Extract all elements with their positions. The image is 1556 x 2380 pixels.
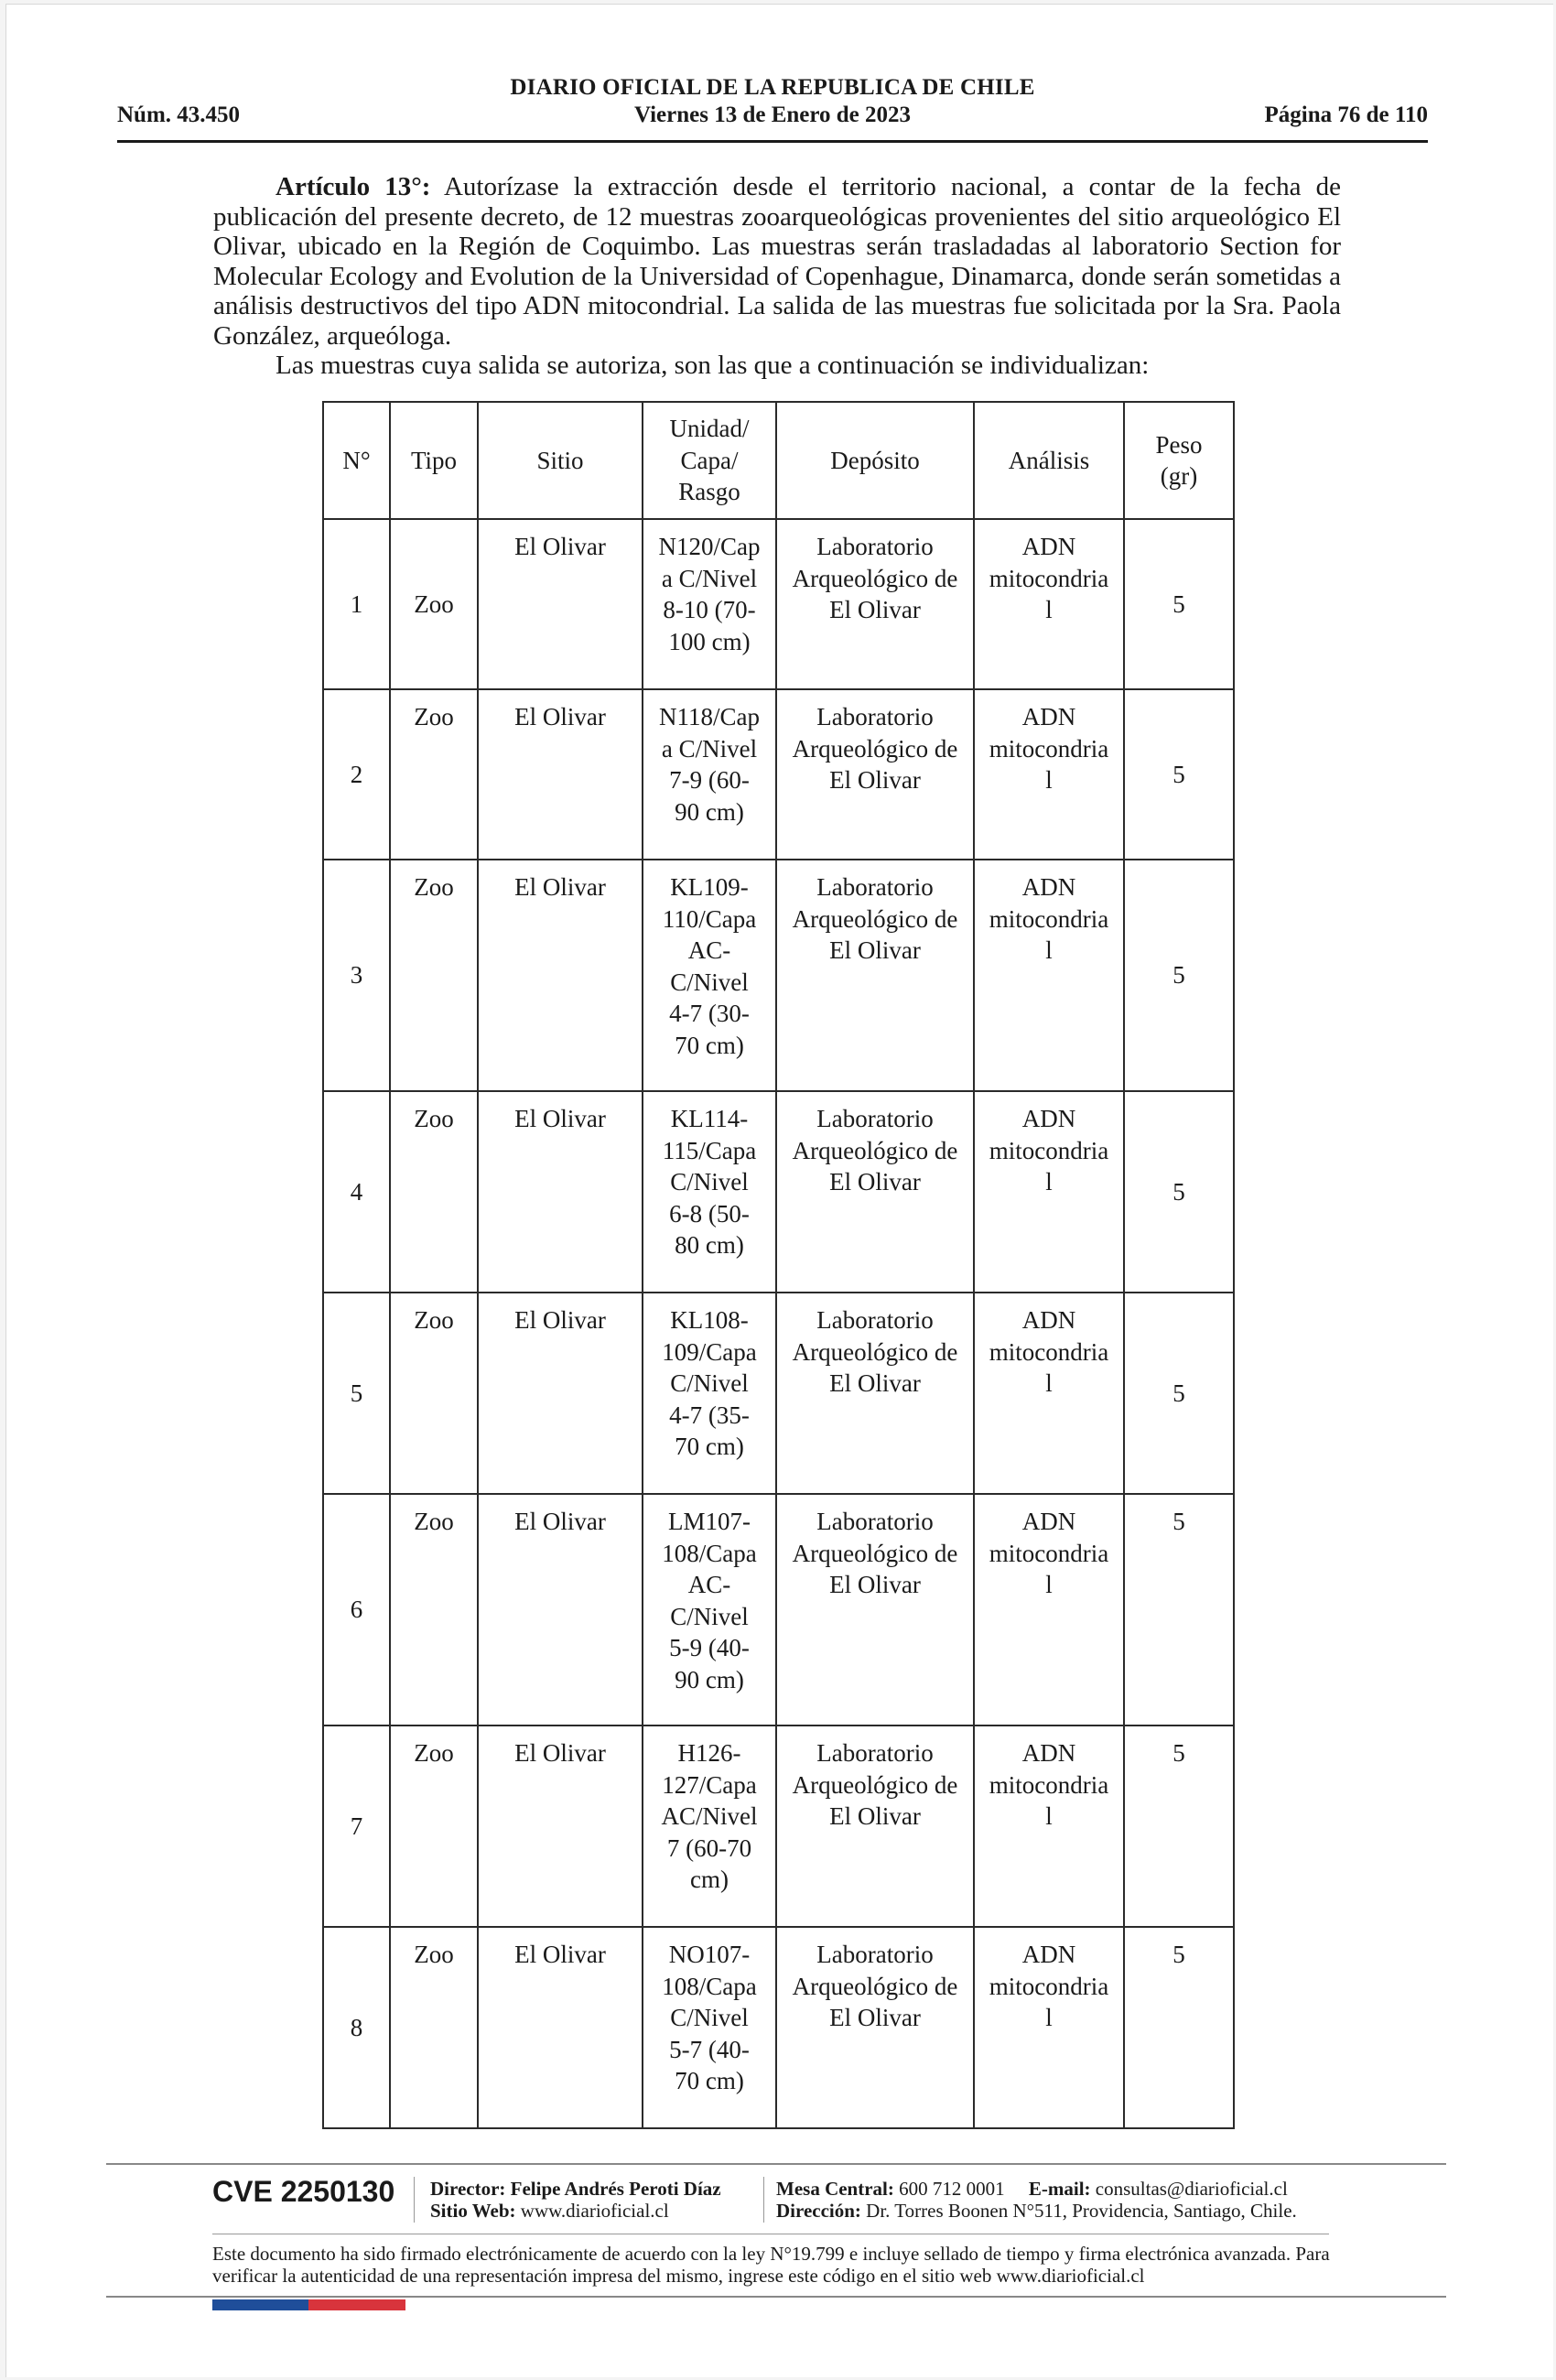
cell-line: ADN <box>1021 1508 1076 1535</box>
cell-n: 7 <box>323 1726 390 1927</box>
cell-line: AC- <box>687 1571 731 1598</box>
cell-line: a C/Nivel <box>661 564 758 592</box>
article-paragraph-2: Las muestras cuya salida se autoriza, son las que a continuación se individualizan: <box>276 351 1150 380</box>
cell-deposito <box>776 1494 974 1726</box>
cell-line: Laboratorio <box>816 873 934 901</box>
cell-unidad <box>643 1726 776 1927</box>
cell-n: 4 <box>323 1091 390 1293</box>
cell-n: 8 <box>323 1927 390 2128</box>
website-link[interactable]: www.diarioficial.cl <box>520 2200 669 2222</box>
cell-sitio: El Olivar <box>478 1293 643 1494</box>
cell-line: 7-9 (60- <box>669 766 750 794</box>
cell-analisis <box>974 1091 1124 1293</box>
cell-peso: 5 <box>1124 1927 1234 2128</box>
cell-peso: 5 <box>1124 1494 1234 1726</box>
cell-line: C/Nivel <box>670 968 749 996</box>
cell-peso: 5 <box>1124 689 1234 860</box>
cell-n: 2 <box>323 689 390 860</box>
cell-sitio: El Olivar <box>478 1927 643 2128</box>
cell-sitio: El Olivar <box>478 1494 643 1726</box>
issue-number: Núm. 43.450 <box>117 103 241 127</box>
cell-deposito <box>776 1293 974 1494</box>
cell-tipo: Zoo <box>390 519 478 689</box>
cell-line: ADN <box>1021 1941 1076 1968</box>
cell-deposito <box>776 1726 974 1927</box>
cell-line: Arqueológico de <box>792 734 958 763</box>
cell-peso: 5 <box>1124 1726 1234 1927</box>
cell-peso: 5 <box>1124 1293 1234 1494</box>
address-label: Dirección: <box>776 2200 861 2222</box>
cell-line: LM107- <box>668 1508 751 1535</box>
cell-line: 110/Capa <box>662 904 757 933</box>
cell-sitio: El Olivar <box>478 1726 643 1927</box>
director-label: Director: <box>430 2178 506 2200</box>
col-header-deposito: Depósito <box>776 402 974 519</box>
cell-line: 90 cm) <box>675 797 744 826</box>
cell-line: N118/Cap <box>659 703 760 730</box>
footer-divider-top <box>106 2163 1446 2165</box>
cell-line: Laboratorio <box>816 533 934 560</box>
cell-unidad <box>643 860 776 1091</box>
cell-line: 109/Capa <box>662 1337 757 1366</box>
cell-line: KL114- <box>670 1105 749 1132</box>
cell-line: 108/Capa <box>662 1972 757 2000</box>
cell-line: 127/Capa <box>662 1770 757 1799</box>
cell-tipo: Zoo <box>390 689 478 860</box>
cell-line: El Olivar <box>829 1168 921 1195</box>
col-header-unidad <box>643 402 776 519</box>
cell-analisis <box>974 1726 1124 1927</box>
col-header-n: N° <box>323 402 390 519</box>
cell-sitio: El Olivar <box>478 519 643 689</box>
cell-line: El Olivar <box>829 596 921 623</box>
cell-line: 80 cm) <box>675 1231 744 1259</box>
cell-line: l <box>1045 766 1053 794</box>
footer-contact-block <box>776 2178 1297 2222</box>
cell-line: Laboratorio <box>816 1105 934 1132</box>
cell-line: El Olivar <box>829 1369 921 1397</box>
cell-n: 6 <box>323 1494 390 1726</box>
header-row <box>117 103 1428 132</box>
cell-line: Laboratorio <box>816 703 934 730</box>
cell-line: H126- <box>677 1739 741 1767</box>
cell-deposito <box>776 519 974 689</box>
legal-notice: Este documento ha sido firmado electrónicamente de acuerdo con la ley N°19.799 e incluye sellado de tiempo y firma electrónica avanzada. Para verificar la autenticidad de una representación impresa del mismo, ingrese este código en el sitio web www.diarioficial.cl <box>212 2243 1330 2287</box>
cell-unidad <box>643 1091 776 1293</box>
footer-separator <box>414 2177 415 2223</box>
cell-unidad <box>643 1293 776 1494</box>
cell-tipo: Zoo <box>390 1927 478 2128</box>
table-row <box>323 519 1234 689</box>
email-link[interactable]: consultas@diarioficial.cl <box>1095 2178 1288 2200</box>
header-line: Capa/ <box>680 446 739 474</box>
issue-date: Viernes 13 de Enero de 2023 <box>633 103 912 127</box>
cell-n: 3 <box>323 860 390 1091</box>
cell-line: Arqueológico de <box>792 1972 958 2000</box>
cell-line: El Olivar <box>829 1571 921 1598</box>
cell-deposito <box>776 860 974 1091</box>
cell-line: C/Nivel <box>670 1369 749 1397</box>
cell-line: ADN <box>1021 1306 1076 1334</box>
cell-analisis <box>974 519 1124 689</box>
cell-line: l <box>1045 1802 1053 1830</box>
cell-line: mitocondria <box>989 904 1109 933</box>
flag-stripe-red <box>308 2299 405 2310</box>
cell-unidad <box>643 1494 776 1726</box>
cell-line: C/Nivel <box>670 2004 749 2031</box>
cell-line: l <box>1045 1571 1053 1598</box>
cve-code: CVE 2250130 <box>212 2175 395 2208</box>
cell-line: 90 cm) <box>675 1665 744 1693</box>
cell-line: C/Nivel <box>670 1602 749 1630</box>
cell-line: Arqueológico de <box>792 564 958 592</box>
cell-sitio: El Olivar <box>478 860 643 1091</box>
cell-tipo: Zoo <box>390 1726 478 1927</box>
col-header-sitio: Sitio <box>478 402 643 519</box>
page-number: Página 76 de 110 <box>1264 103 1428 127</box>
cell-line: ADN <box>1021 533 1076 560</box>
cell-line: El Olivar <box>829 936 921 964</box>
cell-line: 70 cm) <box>675 1433 744 1460</box>
cell-line: Arqueológico de <box>792 1136 958 1164</box>
cell-analisis <box>974 1494 1124 1726</box>
cell-line: 6-8 (50- <box>669 1199 750 1228</box>
flag-stripe-blue <box>212 2299 308 2310</box>
cell-analisis <box>974 689 1124 860</box>
cell-line: Laboratorio <box>816 1941 934 1968</box>
cell-line: l <box>1045 1168 1053 1195</box>
cell-line: mitocondria <box>989 734 1109 763</box>
cell-tipo: Zoo <box>390 860 478 1091</box>
website-label: Sitio Web: <box>430 2200 516 2222</box>
cell-unidad <box>643 689 776 860</box>
cell-deposito <box>776 1091 974 1293</box>
cell-line: 7 (60-70 <box>666 1834 752 1862</box>
col-header-peso <box>1124 402 1234 519</box>
mesa-phone: 600 712 0001 <box>899 2178 1005 2200</box>
cell-line: 108/Capa <box>662 1539 757 1567</box>
cell-deposito <box>776 1927 974 2128</box>
cell-line: C/Nivel <box>670 1168 749 1195</box>
cell-sitio: El Olivar <box>478 1091 643 1293</box>
cell-line: Arqueológico de <box>792 1770 958 1799</box>
header-line: Unidad/ <box>669 415 750 443</box>
cell-line: l <box>1045 1369 1053 1397</box>
cell-line: NO107- <box>668 1941 751 1968</box>
cell-line: 115/Capa <box>662 1136 757 1164</box>
cell-line: 4-7 (35- <box>669 1401 750 1429</box>
table-row <box>323 1494 1234 1726</box>
cell-line: 4-7 (30- <box>669 1000 750 1027</box>
footer-divider-bottom <box>106 2296 1446 2298</box>
header-divider <box>117 140 1428 143</box>
cell-line: mitocondria <box>989 564 1109 592</box>
cell-n: 1 <box>323 519 390 689</box>
cell-line: Arqueológico de <box>792 1337 958 1366</box>
cell-line: AC/Nivel <box>661 1802 758 1830</box>
table-row <box>323 1293 1234 1494</box>
cell-line: mitocondria <box>989 1539 1109 1567</box>
table-header-row <box>323 402 1234 519</box>
cell-line: Laboratorio <box>816 1508 934 1535</box>
footer-separator <box>763 2177 764 2223</box>
cell-line: ADN <box>1021 873 1076 901</box>
header-line: Rasgo <box>678 478 740 506</box>
address-text: Dr. Torres Boonen N°511, Providencia, Santiago, Chile. <box>866 2200 1297 2222</box>
cell-line: mitocondria <box>989 1770 1109 1799</box>
table-row <box>323 860 1234 1091</box>
cell-line: cm) <box>690 1866 729 1893</box>
cell-deposito <box>776 689 974 860</box>
email-label: E-mail: <box>1028 2178 1091 2200</box>
cell-analisis <box>974 1293 1124 1494</box>
cell-line: 70 cm) <box>675 2067 744 2094</box>
cell-line: l <box>1045 596 1053 623</box>
cell-line: El Olivar <box>829 1802 921 1830</box>
cell-unidad <box>643 519 776 689</box>
article-paragraph-1 <box>213 172 1341 351</box>
cell-line: KL109- <box>670 873 749 901</box>
cell-line: N120/Cap <box>658 533 761 560</box>
cell-line: 100 cm) <box>668 627 751 655</box>
header-line: Peso <box>1155 430 1203 459</box>
table-row <box>323 1091 1234 1293</box>
cell-line: KL108- <box>670 1306 749 1334</box>
cell-line: a C/Nivel <box>661 734 758 763</box>
cell-line: Arqueológico de <box>792 904 958 933</box>
cell-peso: 5 <box>1124 519 1234 689</box>
article-text: Autorízase la extracción desde el territorio nacional, a contar de la fecha de publicación del presente decreto, de 12 muestras zooarqueológicas provenientes del sitio arqueológico El Olivar, ubicado en la Región de Coquimbo. Las muestras serán trasladadas al laboratorio Section for Molecular Ecology and Evolution de la Universidad of Copenhague, Dinamarca, donde serán sometidas a análisis destructivos del tipo ADN mitocondrial. La salida de las muestras fue solicitada por la Sra. Paola González, arqueóloga. <box>213 172 1342 351</box>
cell-line: 5-7 (40- <box>669 2035 750 2063</box>
cell-tipo: Zoo <box>390 1494 478 1726</box>
mesa-label: Mesa Central: <box>776 2178 894 2200</box>
cell-analisis <box>974 860 1124 1091</box>
cell-line: ADN <box>1021 703 1076 730</box>
cell-tipo: Zoo <box>390 1293 478 1494</box>
newspaper-title: DIARIO OFICIAL DE LA REPUBLICA DE CHILE <box>510 75 1035 100</box>
article-body <box>213 172 1341 381</box>
cell-line: Laboratorio <box>816 1306 934 1334</box>
cell-line: 70 cm) <box>675 1031 744 1059</box>
cell-line: El Olivar <box>829 766 921 794</box>
table-row <box>323 1726 1234 1927</box>
cell-peso: 5 <box>1124 1091 1234 1293</box>
footer-director-block <box>430 2178 721 2222</box>
cell-sitio: El Olivar <box>478 689 643 860</box>
cell-tipo: Zoo <box>390 1091 478 1293</box>
cell-line: 5-9 (40- <box>669 1634 750 1661</box>
cell-line: El Olivar <box>829 2004 921 2031</box>
cell-line: mitocondria <box>989 1972 1109 2000</box>
cell-n: 5 <box>323 1293 390 1494</box>
article-heading: Artículo 13°: <box>276 172 431 201</box>
cell-analisis <box>974 1927 1124 2128</box>
cell-line: l <box>1045 936 1053 964</box>
cell-line: AC- <box>687 936 731 964</box>
header-line: (gr) <box>1160 462 1198 490</box>
cell-line: mitocondria <box>989 1136 1109 1164</box>
cell-line: 8-10 (70- <box>663 596 756 623</box>
cell-line: ADN <box>1021 1739 1076 1767</box>
cell-line: Laboratorio <box>816 1739 934 1767</box>
cell-peso: 5 <box>1124 860 1234 1091</box>
samples-table <box>322 401 1235 2129</box>
cell-line: ADN <box>1021 1105 1076 1132</box>
cell-unidad <box>643 1927 776 2128</box>
col-header-analisis: Análisis <box>974 402 1124 519</box>
table-row <box>323 689 1234 860</box>
table-row <box>323 1927 1234 2128</box>
director-name: Felipe Andrés Peroti Díaz <box>510 2178 721 2200</box>
cell-line: mitocondria <box>989 1337 1109 1366</box>
cell-line: Arqueológico de <box>792 1539 958 1567</box>
cell-line: l <box>1045 2004 1053 2031</box>
col-header-tipo: Tipo <box>390 402 478 519</box>
